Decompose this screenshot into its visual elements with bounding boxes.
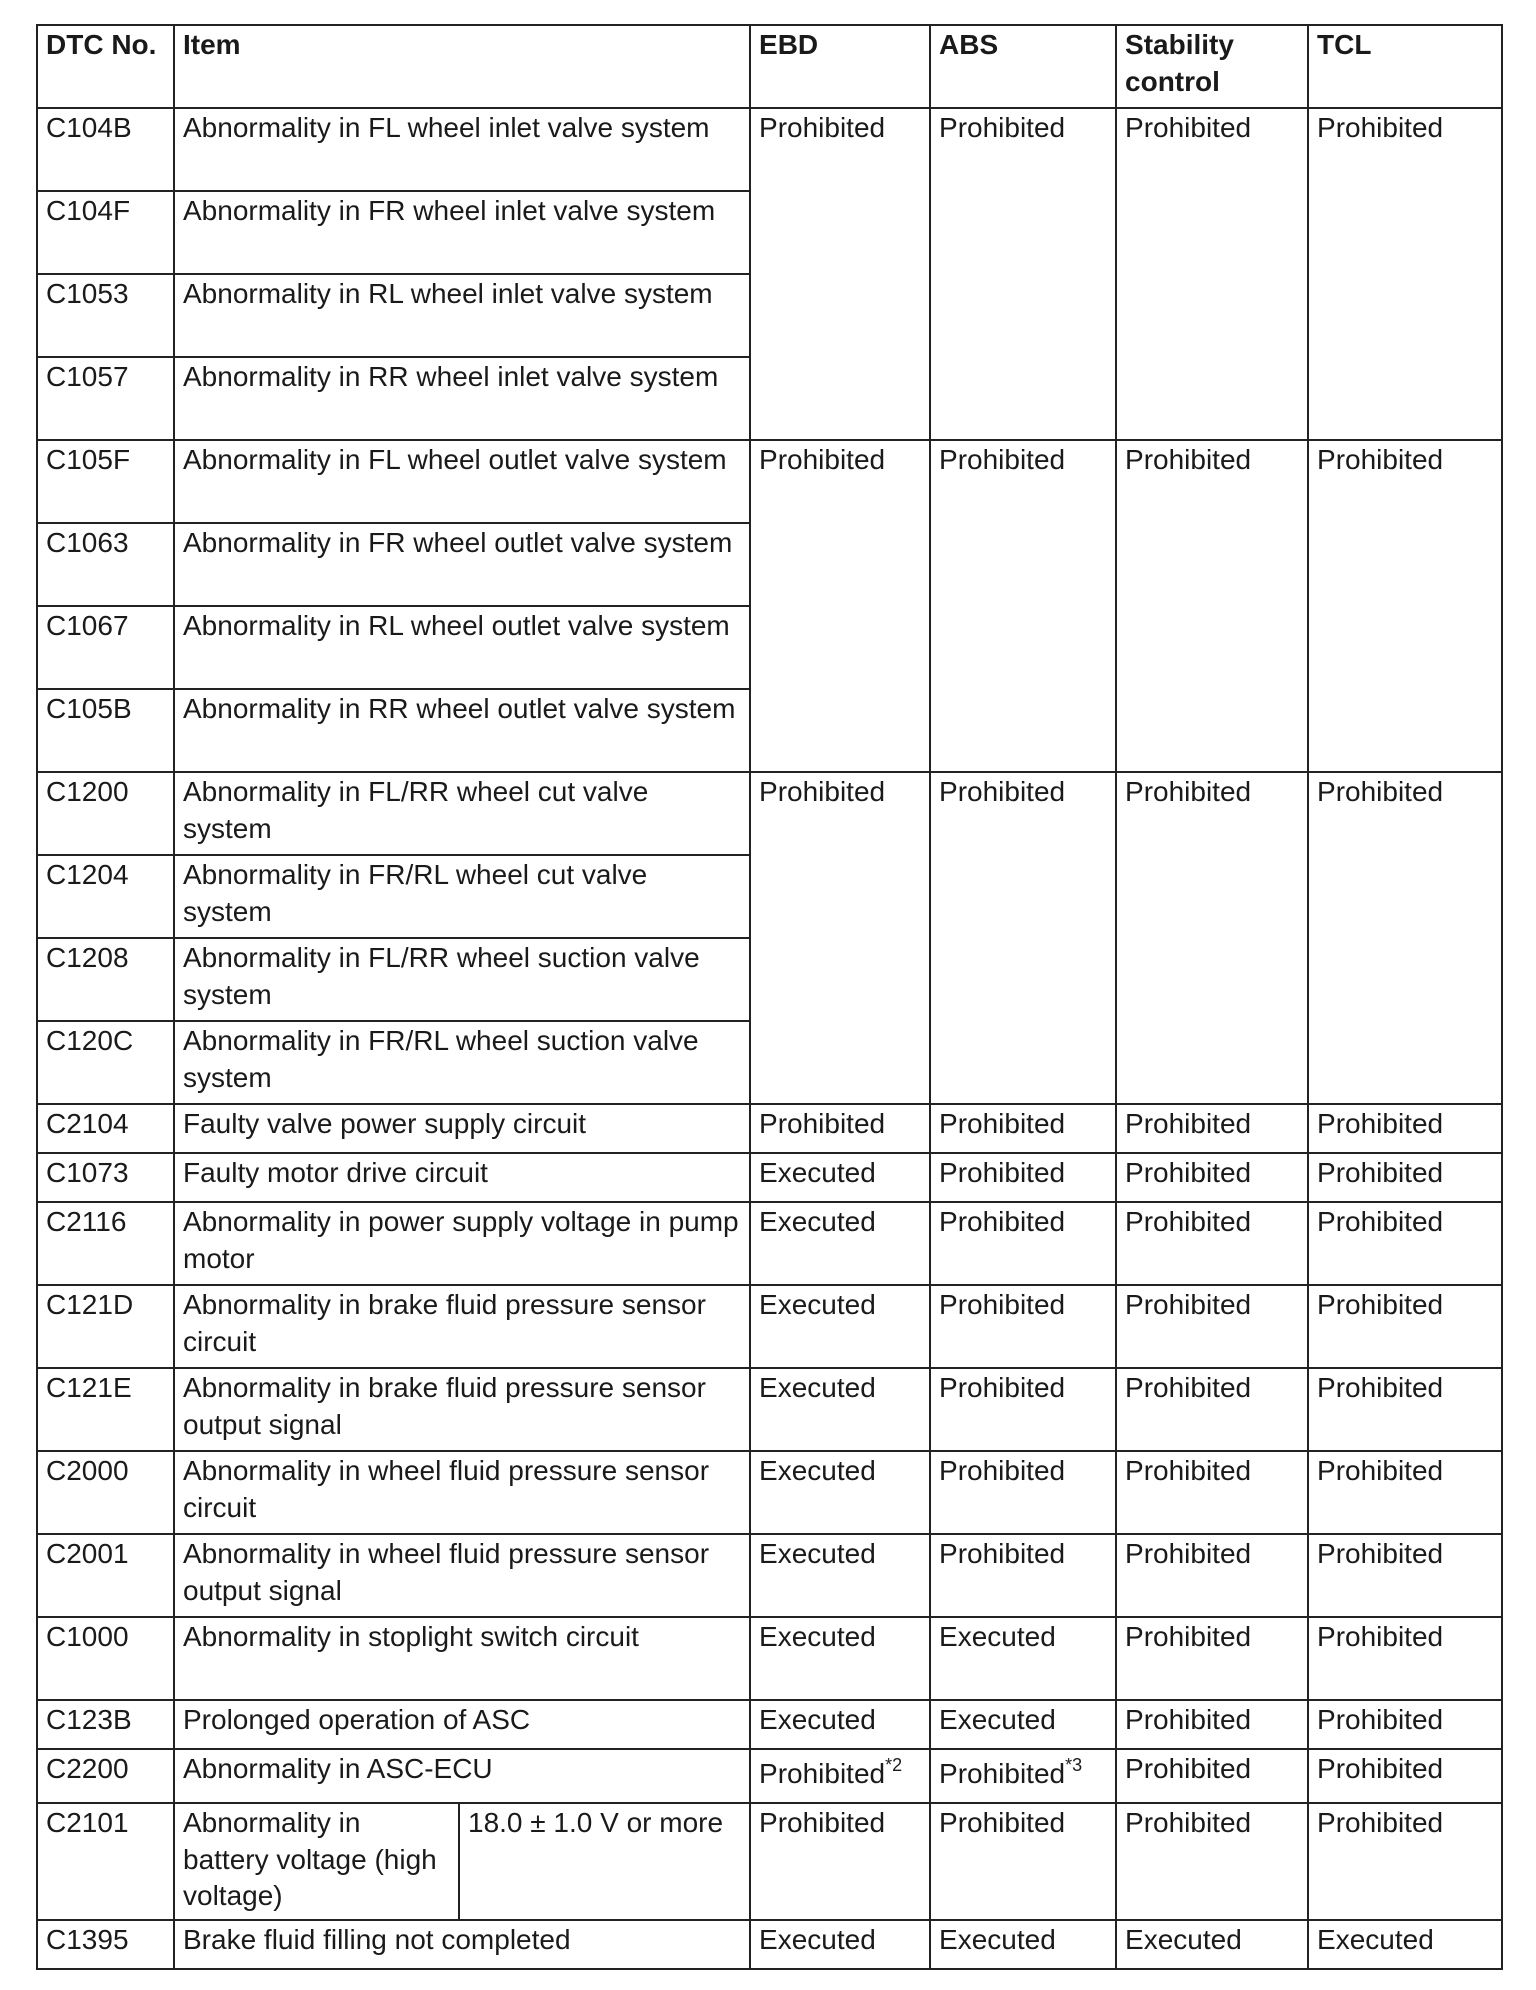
ebd-cell: Executed [750, 1285, 930, 1368]
ebd-cell: Executed [750, 1451, 930, 1534]
dtc-cell: C1395 [37, 1920, 174, 1969]
stability-cell: Prohibited [1116, 1285, 1308, 1368]
abs-footnote-mark: *3 [1065, 1754, 1083, 1775]
item-cell: Brake fluid filling not completed [174, 1920, 750, 1969]
abs-cell: Prohibited [930, 1451, 1116, 1534]
tcl-cell: Prohibited [1308, 1285, 1502, 1368]
item-cell: Abnormality in wheel fluid pressure sensor circuit [174, 1451, 750, 1534]
abs-cell: Prohibited [930, 1368, 1116, 1451]
tcl-cell: Prohibited [1308, 1534, 1502, 1617]
stability-cell: Prohibited [1116, 1534, 1308, 1617]
item-cell: Abnormality in brake fluid pressure sensor circuit [174, 1285, 750, 1368]
stability-cell: Prohibited [1116, 1617, 1308, 1700]
stability-cell: Prohibited [1116, 1202, 1308, 1285]
dtc-cell: C2001 [37, 1534, 174, 1617]
dtc-cell: C2116 [37, 1202, 174, 1285]
item-cell: Abnormality in FL wheel inlet valve system [174, 108, 750, 191]
dtc-cell: C1057 [37, 357, 174, 440]
item-cell: Faulty valve power supply circuit [174, 1104, 750, 1153]
header-tcl: TCL [1308, 25, 1502, 108]
item-cell: Abnormality in FR wheel inlet valve system [174, 191, 750, 274]
table-row [37, 440, 1502, 523]
ebd-cell: Prohibited [750, 772, 930, 1104]
tcl-cell: Prohibited [1308, 1749, 1502, 1803]
table-row [37, 1285, 1502, 1368]
ebd-cell: Executed [750, 1700, 930, 1749]
header-dtc: DTC No. [37, 25, 174, 108]
item-cell: Abnormality in FL/RR wheel suction valve system [174, 938, 750, 1021]
dtc-cell: C105F [37, 440, 174, 523]
table-row [37, 772, 1502, 855]
table-row [37, 1368, 1502, 1451]
dtc-cell: C120C [37, 1021, 174, 1104]
header-ebd: EBD [750, 25, 930, 108]
item-cell: Faulty motor drive circuit [174, 1153, 750, 1202]
item-cell: Abnormality in RL wheel outlet valve system [174, 606, 750, 689]
dtc-cell: C1053 [37, 274, 174, 357]
table-row [37, 1153, 1502, 1202]
dtc-cell: C2000 [37, 1451, 174, 1534]
dtc-cell: C2104 [37, 1104, 174, 1153]
abs-cell: Prohibited [930, 440, 1116, 772]
tcl-cell: Prohibited [1308, 1451, 1502, 1534]
ebd-cell: Executed [750, 1617, 930, 1700]
tcl-cell: Prohibited [1308, 1700, 1502, 1749]
condition-cell: 18.0 ± 1.0 V or more [459, 1803, 750, 1920]
dtc-cell: C1073 [37, 1153, 174, 1202]
ebd-value: Prohibited [759, 1758, 886, 1789]
item-cell: Prolonged operation of ASC [174, 1700, 750, 1749]
abs-cell: Prohibited [930, 772, 1116, 1104]
item-cell: Abnormality in RL wheel inlet valve system [174, 274, 750, 357]
table-row [37, 1617, 1502, 1700]
item-cell: Abnormality in FR/RL wheel suction valve system [174, 1021, 750, 1104]
header-item: Item [174, 25, 750, 108]
table-row [37, 1534, 1502, 1617]
abs-cell: Prohibited [930, 1534, 1116, 1617]
table-row [37, 1920, 1502, 1969]
header-row [37, 25, 1502, 108]
dtc-cell: C1200 [37, 772, 174, 855]
tcl-cell: Prohibited [1308, 772, 1502, 1104]
dtc-cell: C2200 [37, 1749, 174, 1803]
abs-cell: Prohibited [930, 1803, 1116, 1920]
ebd-cell: Prohibited [750, 1803, 930, 1920]
ebd-cell: Executed [750, 1153, 930, 1202]
tcl-cell: Prohibited [1308, 1104, 1502, 1153]
abs-cell: Executed [930, 1700, 1116, 1749]
table-row [37, 1803, 1502, 1920]
ebd-cell: Prohibited [750, 1104, 930, 1153]
ebd-cell: Executed [750, 1202, 930, 1285]
table-row [37, 1202, 1502, 1285]
abs-cell: Prohibited [930, 1153, 1116, 1202]
ebd-cell: Executed [750, 1368, 930, 1451]
dtc-cell: C105B [37, 689, 174, 772]
ebd-cell: Prohibited [750, 440, 930, 772]
stability-cell: Prohibited [1116, 440, 1308, 772]
dtc-cell: C1208 [37, 938, 174, 1021]
dtc-table [36, 24, 1503, 1970]
dtc-cell: C2101 [37, 1803, 174, 1920]
dtc-cell: C121E [37, 1368, 174, 1451]
stability-cell: Prohibited [1116, 1803, 1308, 1920]
item-cell: Abnormality in power supply voltage in pump motor [174, 1202, 750, 1285]
stability-cell: Prohibited [1116, 1368, 1308, 1451]
table-row [37, 1104, 1502, 1153]
item-cell: Abnormality in RR wheel inlet valve system [174, 357, 750, 440]
item-cell: Abnormality in wheel fluid pressure sensor output signal [174, 1534, 750, 1617]
dtc-cell: C104B [37, 108, 174, 191]
stability-cell: Executed [1116, 1920, 1308, 1969]
item-cell: Abnormality in FR wheel outlet valve system [174, 523, 750, 606]
abs-value: Prohibited [939, 1758, 1066, 1789]
stability-cell: Prohibited [1116, 1749, 1308, 1803]
header-stability: Stability control [1116, 25, 1308, 108]
abs-cell: Executed [930, 1920, 1116, 1969]
table-row [37, 1749, 1502, 1803]
item-cell: Abnormality in brake fluid pressure sensor output signal [174, 1368, 750, 1451]
item-cell: Abnormality in FL/RR wheel cut valve system [174, 772, 750, 855]
item-cell: Abnormality in battery voltage (high voltage) [174, 1803, 459, 1920]
tcl-cell: Prohibited [1308, 1368, 1502, 1451]
item-cell: Abnormality in ASC-ECU [174, 1749, 750, 1803]
table-row [37, 1700, 1502, 1749]
tcl-cell: Prohibited [1308, 1153, 1502, 1202]
item-cell: Abnormality in FL wheel outlet valve system [174, 440, 750, 523]
ebd-cell: Executed [750, 1534, 930, 1617]
stability-cell: Prohibited [1116, 772, 1308, 1104]
tcl-cell: Prohibited [1308, 440, 1502, 772]
abs-cell: Prohibited [930, 1104, 1116, 1153]
stability-cell: Prohibited [1116, 1451, 1308, 1534]
item-cell: Abnormality in stoplight switch circuit [174, 1617, 750, 1700]
stability-cell: Prohibited [1116, 108, 1308, 440]
abs-cell: Prohibited [930, 108, 1116, 440]
header-abs: ABS [930, 25, 1116, 108]
item-cell: Abnormality in RR wheel outlet valve system [174, 689, 750, 772]
dtc-cell: C123B [37, 1700, 174, 1749]
dtc-table-wrapper [36, 24, 1501, 1970]
tcl-cell: Prohibited [1308, 1803, 1502, 1920]
table-row [37, 1451, 1502, 1534]
abs-cell [930, 1749, 1116, 1803]
tcl-cell: Executed [1308, 1920, 1502, 1969]
tcl-cell: Prohibited [1308, 108, 1502, 440]
ebd-cell: Executed [750, 1920, 930, 1969]
table-row [37, 108, 1502, 191]
dtc-cell: C1063 [37, 523, 174, 606]
item-cell: Abnormality in FR/RL wheel cut valve system [174, 855, 750, 938]
ebd-footnote-mark: *2 [885, 1754, 903, 1775]
dtc-cell: C121D [37, 1285, 174, 1368]
tcl-cell: Prohibited [1308, 1202, 1502, 1285]
ebd-cell [750, 1749, 930, 1803]
stability-cell: Prohibited [1116, 1153, 1308, 1202]
abs-cell: Executed [930, 1617, 1116, 1700]
dtc-cell: C1067 [37, 606, 174, 689]
abs-cell: Prohibited [930, 1285, 1116, 1368]
dtc-cell: C104F [37, 191, 174, 274]
abs-cell: Prohibited [930, 1202, 1116, 1285]
stability-cell: Prohibited [1116, 1700, 1308, 1749]
dtc-cell: C1000 [37, 1617, 174, 1700]
dtc-cell: C1204 [37, 855, 174, 938]
ebd-cell: Prohibited [750, 108, 930, 440]
stability-cell: Prohibited [1116, 1104, 1308, 1153]
tcl-cell: Prohibited [1308, 1617, 1502, 1700]
